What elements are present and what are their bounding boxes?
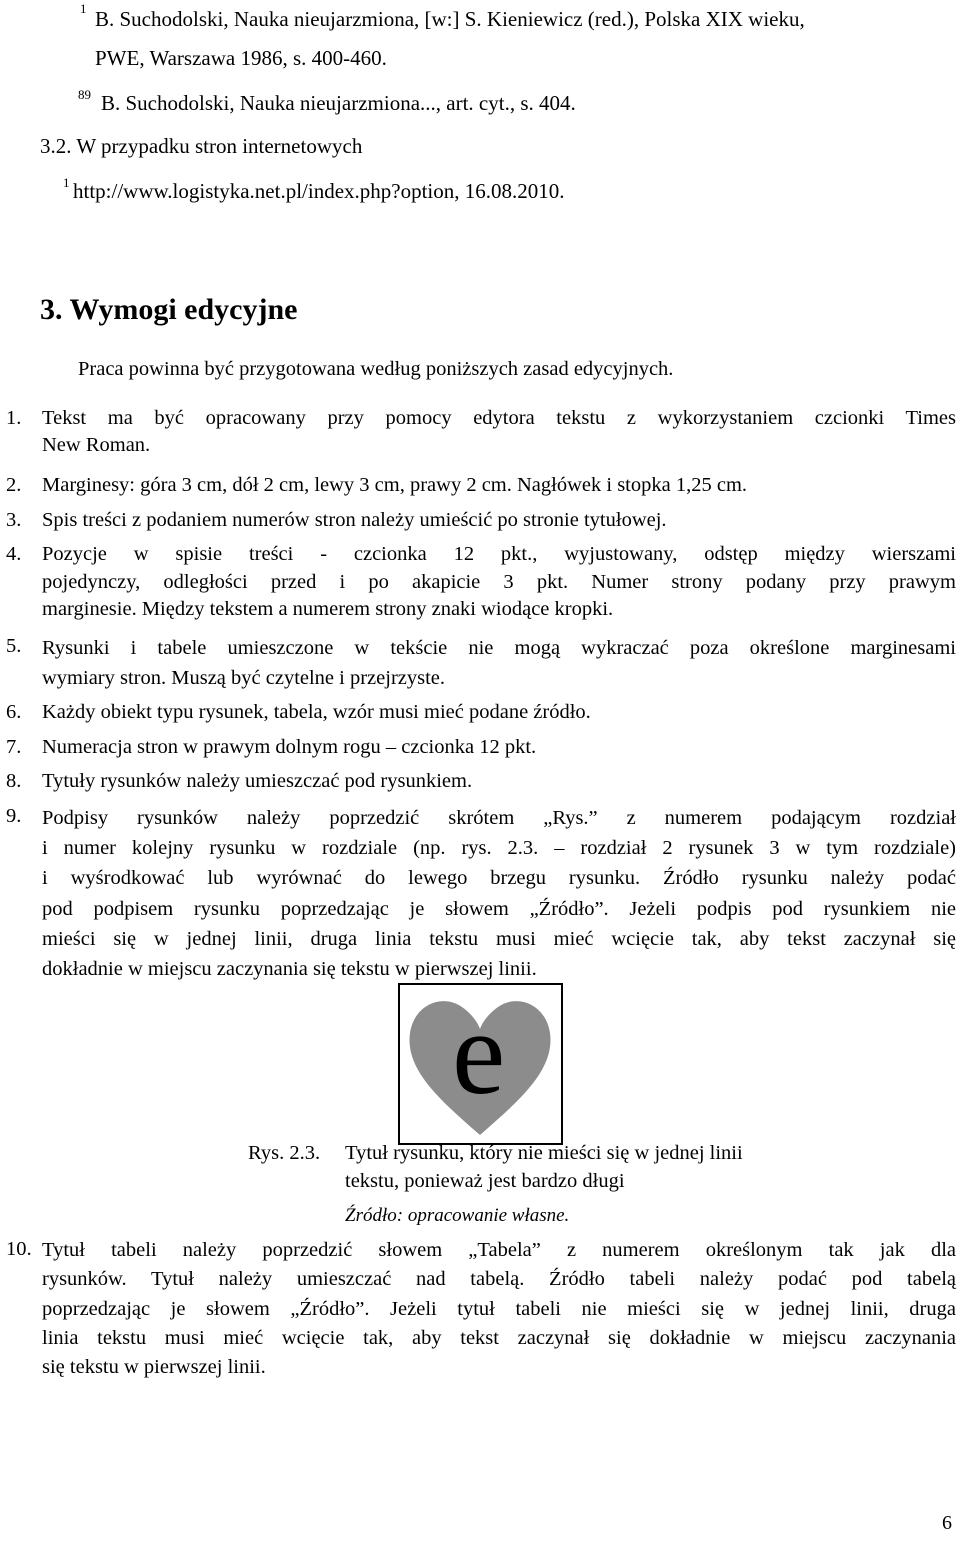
rule-number: 9.: [6, 805, 22, 827]
rule-text-line: Tekst ma być opracowany przy pomocy edytora tekstu z wykorzystaniem czcionki Times: [42, 407, 956, 429]
page-number: 6: [942, 1512, 952, 1534]
rule-text-line: Każdy obiekt typu rysunek, tabela, wzór musi mieć podane źródło.: [42, 701, 591, 723]
footnote-mark: 1: [63, 175, 70, 190]
rule-text-line: Rysunki i tabele umieszczone w tekście nie mogą wykraczać poza określone marginesami: [42, 637, 956, 659]
rule-text-line: Tytuły rysunków należy umieszczać pod rysunkiem.: [42, 770, 473, 792]
rule-number: 7.: [6, 736, 22, 758]
rule-text: [42, 768, 956, 794]
footnote-mark: 89: [78, 87, 91, 102]
rule-number: 5.: [6, 635, 22, 657]
footnote-1-line-1: B. Suchodolski, Nauka nieujarzmiona, [w:] S. Kieniewicz (red.), Polska XIX wieku,: [95, 7, 805, 31]
footnote-web-link: http://www.logistyka.net.pl/index.php?option, 16.08.2010.: [73, 179, 565, 203]
figure-source: Źródło: opracowanie własne.: [345, 1205, 570, 1226]
rule-number: 8.: [6, 770, 22, 792]
rule-text-line: Tytuł tabeli należy poprzedzić słowem „Tabela” z numerem określonym tak jak dla: [42, 1239, 956, 1261]
rule-text-line: Podpisy rysunków należy poprzedzić skrótem „Rys.” z numerem podającym rozdział: [42, 807, 956, 829]
rule-number: 4.: [6, 543, 22, 565]
footnote-mark: 1: [80, 1, 87, 16]
rule-text: [42, 1236, 956, 1382]
rule-text-line: Marginesy: góra 3 cm, dół 2 cm, lewy 3 cm, prawy 2 cm. Nagłówek i stopka 1,25 cm.: [42, 474, 748, 496]
rule-text: [42, 541, 956, 624]
rule-text-line: Numeracja stron w prawym dolnym rogu – czcionka 12 pkt.: [42, 736, 537, 758]
figure-image: [398, 983, 563, 1145]
footnote-89: B. Suchodolski, Nauka nieujarzmiona..., art. cyt., s. 404.: [101, 91, 576, 115]
figure-letter: e: [452, 986, 506, 1119]
rule-text-line: pod podpisem rysunku poprzedzając je słowem „Źródło”. Jeżeli podpis pod rysunkiem nie: [42, 897, 956, 920]
rule-number: 2.: [6, 474, 22, 496]
rule-text-line: mieści się w jednej linii, druga linia tekstu musi mieć wcięcie tak, aby tekst zaczynał się: [42, 927, 956, 950]
rule-text-line: dokładnie w miejscu zaczynania się tekstu w pierwszej linii.: [42, 958, 537, 981]
rule-text-line: linia tekstu musi mieć wcięcie tak, aby tekst zaczynał się dokładnie w miejscu zaczynania: [42, 1326, 956, 1349]
rule-text: [42, 405, 956, 459]
rule-text-line: Pozycje w spisie treści - czcionka 12 pkt., wyjustowany, odstęp między wierszami: [42, 543, 956, 565]
rule-text: [42, 633, 956, 693]
section-intro: Praca powinna być przygotowana według poniższych zasad edycyjnych.: [78, 358, 674, 380]
figure-caption-line-1: Tytuł rysunku, który nie mieści się w jednej linii: [345, 1142, 743, 1164]
section-heading: 3. Wymogi edycyjne: [40, 293, 298, 326]
rule-text: [42, 734, 956, 760]
rule-text-line: marginesie. Między tekstem a numerem strony znaki wiodące kropki.: [42, 598, 614, 620]
rule-text-line: pojedynczy, odległości przed i po akapicie 3 pkt. Numer strony podany przy prawym: [42, 570, 956, 593]
rule-text-line: New Roman.: [42, 434, 151, 456]
rule-text-line: Spis treści z podaniem numerów stron należy umieścić po stronie tytułowej.: [42, 509, 667, 531]
rule-number: 10.: [6, 1238, 32, 1260]
rule-text: [42, 472, 956, 498]
rule-text-line: się tekstu w pierwszej linii.: [42, 1356, 266, 1379]
rule-text-line: i wyśrodkować lub wyrównać do lewego brzegu rysunku. Źródło rysunku należy podać: [42, 867, 956, 890]
rule-text-line: i numer kolejny rysunku w rozdziale (np. rys. 2.3. – rozdział 2 rysunek 3 w tym rozdziale): [42, 837, 956, 860]
figure-caption-line-2: tekstu, ponieważ jest bardzo długi: [345, 1170, 625, 1192]
rule-text: [42, 803, 956, 984]
rule-number: 6.: [6, 701, 22, 723]
rule-text-line: wymiary stron. Muszą być czytelne i przejrzyste.: [42, 667, 446, 689]
rule-text: [42, 699, 956, 725]
footnote-1-line-2: PWE, Warszawa 1986, s. 400-460.: [95, 46, 387, 70]
rule-number: 3.: [6, 509, 22, 531]
figure-caption-number: Rys. 2.3.: [248, 1142, 321, 1164]
rule-number: 1.: [6, 407, 22, 429]
rule-text-line: poprzedzając je słowem „Źródło”. Jeżeli tytuł tabeli nie mieści się w jednej linii, druga: [42, 1297, 956, 1320]
subsection-heading: 3.2. W przypadku stron internetowych: [40, 134, 363, 158]
rule-text-line: rysunków. Tytuł należy umieszczać nad tabelą. Źródło tabeli należy podać pod tabelą: [42, 1268, 956, 1291]
rule-text: [42, 507, 956, 533]
